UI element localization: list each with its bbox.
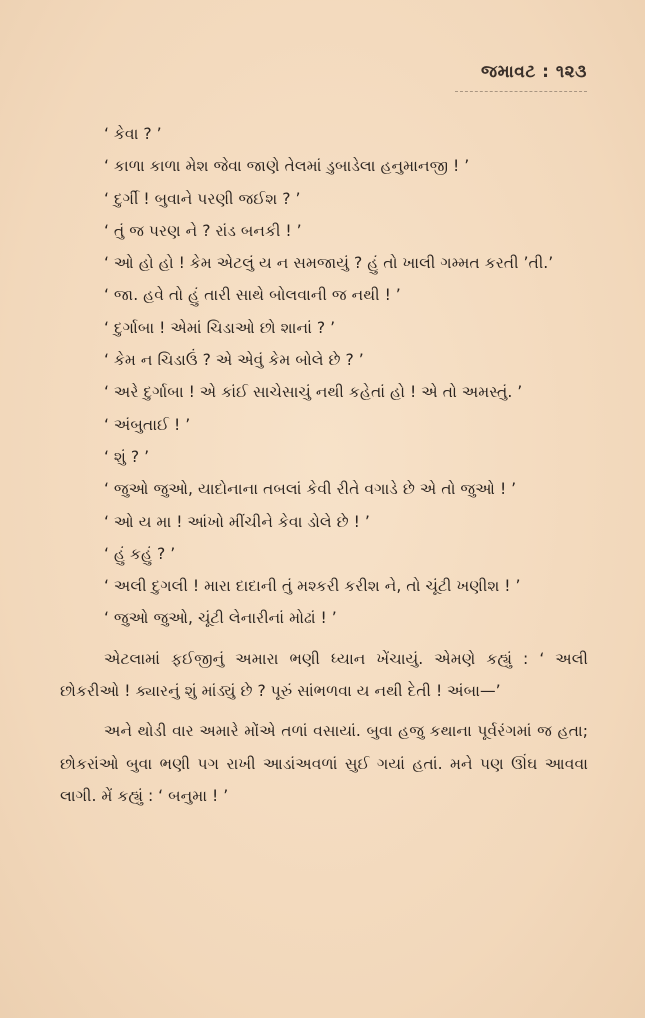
paragraph: ‘ અંબુતાઈ ! ’ [104, 415, 191, 434]
paragraph: ‘ જુઓ જુઓ, યાદોનાના તબલાં કેવી રીતે વગાડે છે એ તો જુઓ ! ’ [104, 480, 517, 499]
paragraph: ‘ હું કહું ? ’ [104, 544, 176, 563]
paragraph: ‘ દુર્ગાબા ! એમાં ચિડાઓ છો શાનાં ? ’ [104, 318, 336, 337]
running-header: જમાવટ : ૧૨૩ [480, 62, 587, 82]
paragraph: ‘ તું જ પરણ ને ? રાંડ બનકી ! ’ [104, 221, 302, 240]
paragraph: ‘ અલી દુગલી ! મારા દાદાની તું મશ્કરી કરીશ ને, તો ચૂંટી ખણીશ ! ’ [104, 577, 521, 596]
paragraph: ‘ કેવા ? ’ [104, 125, 162, 143]
paragraph: ‘ કેમ ન ચિડાઉં ? એ એવું કેમ બોલે છે ? ’ [104, 351, 364, 370]
paragraph: એટલામાં ફઈજીનું અમારા ભણી ધ્યાન ખેંચાયું. એમણે કહ્યું : ‘ અલી છોકરીઓ ! ક્યારનું શું માંડ્યું છે ? પૂરું સાંભળવા ય નથી દેતી ! અંબા—’ [60, 649, 588, 701]
paragraph: ‘ દુર્ગી ! બુવાને પરણી જઈશ ? ’ [104, 189, 301, 208]
paragraph: ‘ અરે દુર્ગાબા ! એ કાંઈ સાચેસાચું નથી કહેતાં હો ! એ તો અમસ્તું. ’ [104, 383, 523, 402]
paragraph: ‘ જા. હવે તો હું તારી સાથે બોલવાની જ નથી ! ’ [104, 286, 401, 305]
header-underline [455, 86, 587, 92]
paragraph: ‘ કાળા કાળા મેશ જેવા જાણે તેલમાં ડુબાડેલા હનુમાનજી ! ’ [104, 157, 470, 176]
page-body [60, 118, 588, 812]
paragraph: અને થોડી વાર અમારે મોંએ તળાં વસાયાં. બુવા હજુ કથાના પૂર્વરંગમાં જ હતા; છોકરાંઓ બુવા ભણી પગ રાખી આડાંઅવળાં સુઈ ગયાં હતાં. મને પણ ઊંઘ આવવા લાગી. મેં કહ્યું : ‘ બનુમા ! ’ [60, 722, 588, 805]
paragraph: ‘ શું ? ’ [104, 447, 150, 466]
paragraph: ‘ જુઓ જુઓ, ચૂંટી લેનારીનાં મોઢાં ! ’ [104, 609, 337, 628]
paragraph: ‘ ઓ ય મા ! આંખો મીંચીને કેવા ડોલે છે ! ’ [104, 512, 370, 531]
paragraph: ‘ ઓ હો હો ! કેમ એટલું ય ન સમજાયું ? હું તો ખાલી ગમ્મત કરતી ’તી.’ [104, 254, 554, 273]
